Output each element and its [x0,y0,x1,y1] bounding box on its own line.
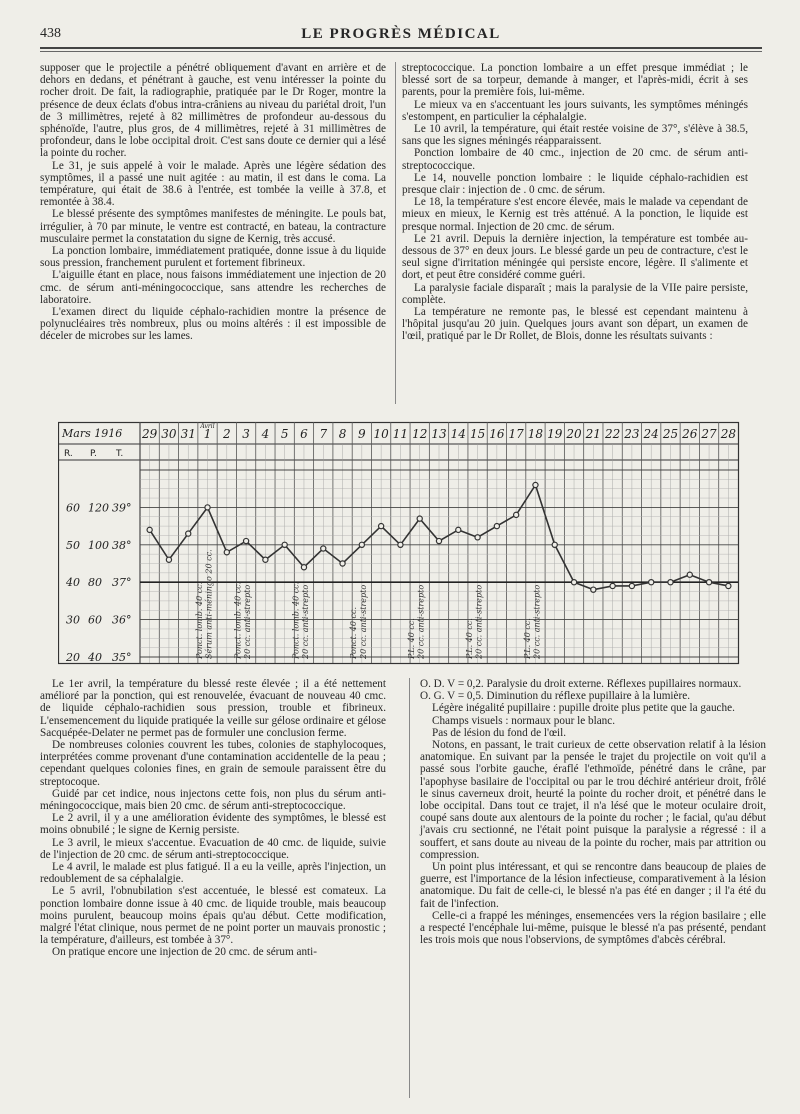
paragraph: Pas de lésion du fond de l'œil. [432,726,567,739]
date-label: 6 [300,427,308,441]
temperature-point [263,557,268,562]
paragraph: O. G. V = 0,5. Diminution du réflexe pupillaire à la lumière. [420,690,690,703]
date-label: 29 [142,427,158,441]
paragraph: Le 4 avril, le malade est plus fatigué. Il a eu la veille, après l'injection, un redoublement de sa céphalalgie. [40,861,386,886]
date-label: 30 [161,427,177,441]
paragraph: On pratique encore une injection de 20 cmc. de sérum anti- [52,946,317,959]
paragraph: Le mieux va en s'accentuant les jours suivants, les symptômes méningés s'estompent, en particulier la céphalalgie. [402,98,748,123]
temperature-point [552,542,557,547]
t-tick-label: 39° [112,501,132,515]
date-label: 20 [566,427,582,441]
row-label: R. [64,449,73,459]
temperature-point [706,580,711,585]
temperature-point [629,583,634,588]
temperature-point [591,587,596,592]
date-label: 16 [489,427,505,441]
temperature-point [321,546,326,551]
r-tick-label: 30 [66,613,80,627]
paragraph: O. D. V = 0,2. Paralysie du droit externe. Réflexes pupillaires normaux. [420,678,742,690]
paragraph: Le 18, la température s'est encore élevée, mais le malade va cependant de mieux en mieux, le Kernig est très atténué. A la ponction, le liquide est presque normal. Injection de 20 cmc. de sérum. [402,196,748,233]
date-label: 25 [662,427,679,441]
date-label: 4 [261,427,270,441]
month-label: Avril [200,423,215,430]
paragraph: De nombreuses colonies couvrent les tubes, colonies de staphylocoques, interprétées comme provenant d'une contamination accidentelle de la peau ; cependant quelques colonies fines, en grain de semoule paraissent être du streptocoque. [40,739,386,788]
date-label: 11 [392,427,409,441]
page-number: 438 [40,26,61,41]
running-title: LE PROGRÈS MÉDICAL [301,26,501,42]
temperature-point [417,516,422,521]
temperature-point [610,583,615,588]
date-label: 17 [508,427,524,441]
paragraph: Légère inégalité pupillaire : pupille droite plus petite que la gauche. [432,702,735,715]
date-label: 31 [180,427,196,441]
date-label: 19 [547,427,563,441]
temperature-point [340,561,345,566]
p-tick-label: 80 [88,576,102,590]
r-tick-label: 40 [66,576,80,590]
temperature-point [243,538,248,543]
temperature-point [571,580,576,585]
date-label: 1 [203,427,212,441]
temperature-point [359,542,364,547]
column-divider [409,678,410,1098]
handwritten-annotation: P.L. 40 cc. [407,618,417,659]
date-label: 3 [242,427,250,441]
date-label: 13 [431,427,447,441]
date-label: 8 [338,427,347,441]
paragraph: Le 1er avril, la température du blessé reste élevée ; il a été nettement amélioré par la ponction, qui est renouvelée, évacuant de nouveau 40 cmc. de liquide céphalo-rachidien sous pression, trouble et fibrineux. L'ensemencement du liquide pratiquée la veille sur gélose ordinaire et gélose Sacquépée-Delater ne permet pas de formuler une conclusion ferme. [40,678,386,739]
t-tick-label: 37° [112,576,132,590]
paragraph: Celle-ci a frappé les méninges, ensemencées vers la région basilaire ; elle a respecté l'encéphale lui-même, puisque le blessé n'a pas présenté, pendant les trois mois que nous l'observions, de symptômes d'abcès cérébral. [420,909,766,947]
date-label: 15 [469,427,486,441]
t-tick-label: 38° [112,538,132,552]
date-label: 23 [624,427,640,441]
temperature-point [726,583,731,588]
column-right-top [402,62,748,343]
paragraph: L'examen direct du liquide céphalo-rachidien montre la présence de polynucléaires très nombreux, plus ou moins altérés : il est impossible de déceler de microbes sur les lames. [40,306,386,343]
paragraph: Ponction lombaire de 40 cmc., injection de 20 cmc. de sérum anti-streptococcique. [402,147,748,172]
temperature-point [687,572,692,577]
date-label: 12 [412,427,428,441]
temperature-point [166,557,171,562]
date-label: 14 [450,427,466,441]
temperature-point [147,527,152,532]
handwritten-annotation: Ponct. lomb. 40 cc. [233,581,243,659]
paragraph: Le 21 avril. Depuis la dernière injection, la température est tombée au-dessous de 37° en deux jours. Le blessé garde un peu de contracture, c'est le seul signe d'irritation méningée qui persiste encore, légère. Il s'alimente et dort, et peut être considéré comme guéri. [402,232,748,282]
p-tick-label: 120 [88,501,109,515]
date-label: 18 [527,427,544,441]
handwritten-annotation: Ponct. 40 cc. [349,606,359,659]
paragraph: Notons, en passant, le trait curieux de cette observation relatif à la lésion anatomique. En suivant par la pensée le trajet du projectile on voit qu'il a passé sous l'orbite gauche, éraflé l'ethmoïde, pénétré dans le crâne, par l'apophyse basilaire de l'occipital ou par le trou déchiré antérieur droit, frôlé le sinus caverneux droit, heurté la pointe du rocher droit, et pénétré dans le lobe occipital. Dans tout ce trajet, il n'a lésé que le moteur oculaire droit, coupé sans doute aux alentours de la pointe du rocher ; le facial, qu'au début j'avais cru sectionné, ne l'était point puisque la paralysie a régressé : il a souffert, et sans doute au niveau de la pointe du rocher, mais par attrition ou compression. [420,739,766,861]
paragraph: Un point plus intéressant, et qui se rencontre dans beaucoup de plaies de guerre, est l'importance de la lésion infectieuse, comparativement à la lésion anatomique. Du fait de celle-ci, le blessé n'a pas été en danger ; il l'a été du fait de l'infection. [420,861,766,910]
date-label: 24 [643,427,659,441]
t-tick-label: 35° [112,651,132,664]
t-tick-label: 36° [112,613,132,627]
date-label: 26 [682,427,698,441]
date-label: 21 [585,427,601,441]
paragraph: Le 5 avril, l'obnubilation s'est accentuée, le blessé est comateux. La ponction lombaire donne issue à 40 cmc. de liquide trouble, mais beaucoup moins purulent, beaucoup moins épais qu'au début. Cette modification, malgré l'état clinique, nous permet de ne point porter un mauvais pronostic ; la température, d'ailleurs, est tombée à 37°. [40,885,386,947]
temperature-point [205,505,210,510]
temperature-point [456,527,461,532]
month-label: Mars 1916 [62,427,123,440]
paragraph: supposer que le projectile a pénétré obliquement d'avant en arrière et de dehors en dedans, et pénétrant à gauche, est venu intéresser la pointe du rocher droit. De fait, la radiographie, pratiquée par le Dr Roger, montre la présence de deux éclats d'obus intra-crâniens au niveau du pariétal droit, l'un de 3 millimètres, rejeté à 82 millimètres de profondeur au-dessous du sphénoïde, l'autre, plus gros, de 4 millimètres, rejeté à 31 millimètres de profondeur, dans le lobe occipital droit. C'est sans doute ce dernier qui a lésé la pointe du rocher. [40,62,386,160]
paragraph: La ponction lombaire, immédiatement pratiquée, donne issue à du liquide sous pression, franchement purulent et fortement fibrineux. [40,245,386,270]
paragraph: Le blessé présente des symptômes manifestes de méningite. Le pouls bat, irrégulier, à 70 par minute, le ventre est contracté, en bateau, la contracture musculaire permet la constatation du signe de Kernig, très accusé. [40,208,386,245]
temperature-point [282,542,287,547]
paragraph: Champs visuels : normaux pour le blanc. [432,714,616,727]
temperature-point [186,531,191,536]
handwritten-annotation: 20 cc. anti-strepto [532,584,542,659]
temperature-chart [58,420,740,665]
date-label: 22 [604,427,621,441]
paragraph: Le 10 avril, la température, qui était restée voisine de 37°, s'élève à 38.5, sans que les signes méningés réapparaissent. [402,123,748,148]
row-label: P. [90,449,97,459]
handwritten-annotation: 20 cc. anti-strepto [243,584,253,659]
temperature-point [379,524,384,529]
p-tick-label: 60 [88,613,102,627]
date-label: 7 [319,427,328,441]
temperature-point [436,538,441,543]
temperature-point [475,535,480,540]
r-tick-label: 50 [66,538,80,552]
temperature-point [224,550,229,555]
paragraph: streptococcique. La ponction lombaire a un effet presque immédiat ; le blessé sort de sa torpeur, demande à manger, et l'après-midi, écrit à ses parents, pour la première fois, lui-même. [402,62,748,99]
date-label: 27 [701,427,717,441]
handwritten-annotation: 20 cc. anti-strepto [300,584,310,659]
p-tick-label: 40 [88,651,102,664]
paragraph: L'aiguille étant en place, nous faisons immédiatement une injection de 20 cmc. de sérum anti-méningococcique, sans attendre les recherches de laboratoire. [40,269,386,306]
temperature-point [398,542,403,547]
column-right-bottom [420,678,766,946]
handwritten-annotation: 20 cc. anti-strepto [474,584,484,659]
handwritten-annotation: 20 cc. anti-strepto [358,584,368,659]
paragraph: La température ne remonte pas, le blessé est cependant maintenu à l'hôpital jusqu'au 20 juin. Quelques jours avant son départ, un examen de l'œil, pratiqué par le Dr Rollet, de Blois, donne les résultats suivants : [402,306,748,343]
row-label: T. [116,449,124,459]
handwritten-annotation: Sérum anti-méningo 20 cc. [204,549,214,659]
temperature-point [668,580,673,585]
column-left-bottom [40,678,386,959]
date-label: 2 [222,427,231,441]
temperature-point [533,482,538,487]
header-rule [40,47,762,49]
handwritten-annotation: Ponct. lomb. 40 cc. [194,581,204,659]
r-tick-label: 60 [66,501,80,515]
temperature-point [649,580,654,585]
column-left-top [40,62,386,343]
page-header [40,26,762,48]
date-label: 9 [358,427,366,441]
paragraph: Le 3 avril, le mieux s'accentue. Evacuation de 40 cmc. de liquide, suivie de l'injection de 20 cmc. de sérum anti-streptococcique. [40,836,386,861]
handwritten-annotation: P.L. 40 cc. [464,618,474,659]
date-label: 5 [280,427,289,441]
paragraph: Le 2 avril, il y a une amélioration évidente des symptômes, le blessé est moins obnubilé ; le signe de Kernig persiste. [40,812,386,837]
handwritten-annotation: 20 cc. anti-strepto [416,584,426,659]
paragraph: Le 31, je suis appelé à voir le malade. Après une légère sédation des symptômes, il a passé une nuit agitée : au matin, il est dans le coma. La température, qui était de 38.6 à l'entrée, est tombée la veille à 37.8, et remontée à 38.4. [40,159,386,209]
temperature-point [494,524,499,529]
header-rule-thin [40,51,762,52]
temperature-point [301,565,306,570]
handwritten-annotation: Ponct. lomb. 40 cc. [291,581,301,659]
date-label: 10 [373,427,389,441]
date-label: 28 [720,427,736,441]
paragraph: La paralysie faciale disparaît ; mais la paralysie de la VIIe paire persiste, complète. [402,281,748,306]
p-tick-label: 100 [88,538,109,552]
paragraph: Le 14, nouvelle ponction lombaire : le liquide céphalo-rachidien est presque clair : injection de . 0 cmc. de sérum. [402,171,748,197]
column-divider [395,62,396,404]
temperature-chart-svg [58,420,740,665]
temperature-point [514,512,519,517]
paragraph: Guidé par cet indice, nous injectons cette fois, non plus du sérum anti-méningococcique, mais bien 20 cmc. de sérum anti-streptococcique. [40,787,386,813]
r-tick-label: 20 [66,651,80,664]
handwritten-annotation: P.L. 40 cc. [522,618,532,659]
